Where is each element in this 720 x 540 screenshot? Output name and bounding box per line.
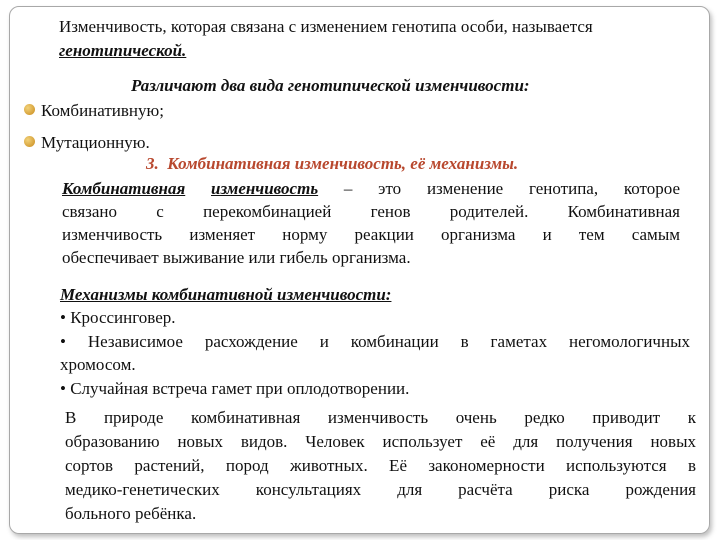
- type-item-combinative: [24, 99, 164, 123]
- type-item-mutational: [24, 131, 150, 155]
- types-heading: Различают два вида генотипической изменчивости:: [131, 76, 530, 95]
- conclusion-line: медико-генетических консультациях для расчёта риска рождения: [65, 480, 696, 499]
- section-title: [146, 152, 518, 176]
- definition-line-1: [62, 177, 680, 201]
- conclusion-line: больного ребёнка.: [65, 504, 197, 523]
- mechanism-item-cont: хромосом.: [60, 355, 136, 374]
- mechanism-item: • Случайная встреча гамет при оплодотворении.: [60, 379, 410, 398]
- intro-text: Изменчивость, которая связана с изменением генотипа особи, называется: [59, 17, 593, 36]
- intro-term: генотипической.: [59, 41, 187, 60]
- bullet-icon: [24, 136, 35, 147]
- section-number: 3.: [146, 154, 159, 173]
- conclusion-line: сортов растений, пород животных. Её закономерности используются в: [65, 456, 696, 475]
- definition-term-1: Комбинативная: [62, 179, 186, 198]
- mechanism-item: • Независимое расхождение и комбинации в гаметах негомологичных: [60, 332, 690, 351]
- definition-text: – это изменение генотипа, которое: [343, 179, 680, 198]
- section-title-text: Комбинативная изменчивость, её механизмы.: [167, 154, 519, 173]
- type-item-label: Комбинативную;: [41, 101, 164, 120]
- conclusion-line: В природе комбинативная изменчивость очень редко приводит к: [65, 408, 696, 427]
- definition-line-3: изменчивость изменяет норму реакции организма и тем самым: [62, 225, 680, 244]
- conclusion-line: образованию новых видов. Человек использует её для получения новых: [65, 432, 696, 451]
- mechanism-item: • Кроссинговер.: [60, 308, 176, 327]
- mechanisms-heading: Механизмы комбинативной изменчивости:: [60, 285, 392, 304]
- type-item-label: Мутационную.: [41, 133, 150, 152]
- bullet-icon: [24, 104, 35, 115]
- definition-term-2: изменчивость: [211, 179, 319, 198]
- definition-line-2: связано с перекомбинацией генов родителей. Комбинативная: [62, 202, 680, 221]
- definition-line-4: обеспечивает выживание или гибель организма.: [62, 248, 411, 267]
